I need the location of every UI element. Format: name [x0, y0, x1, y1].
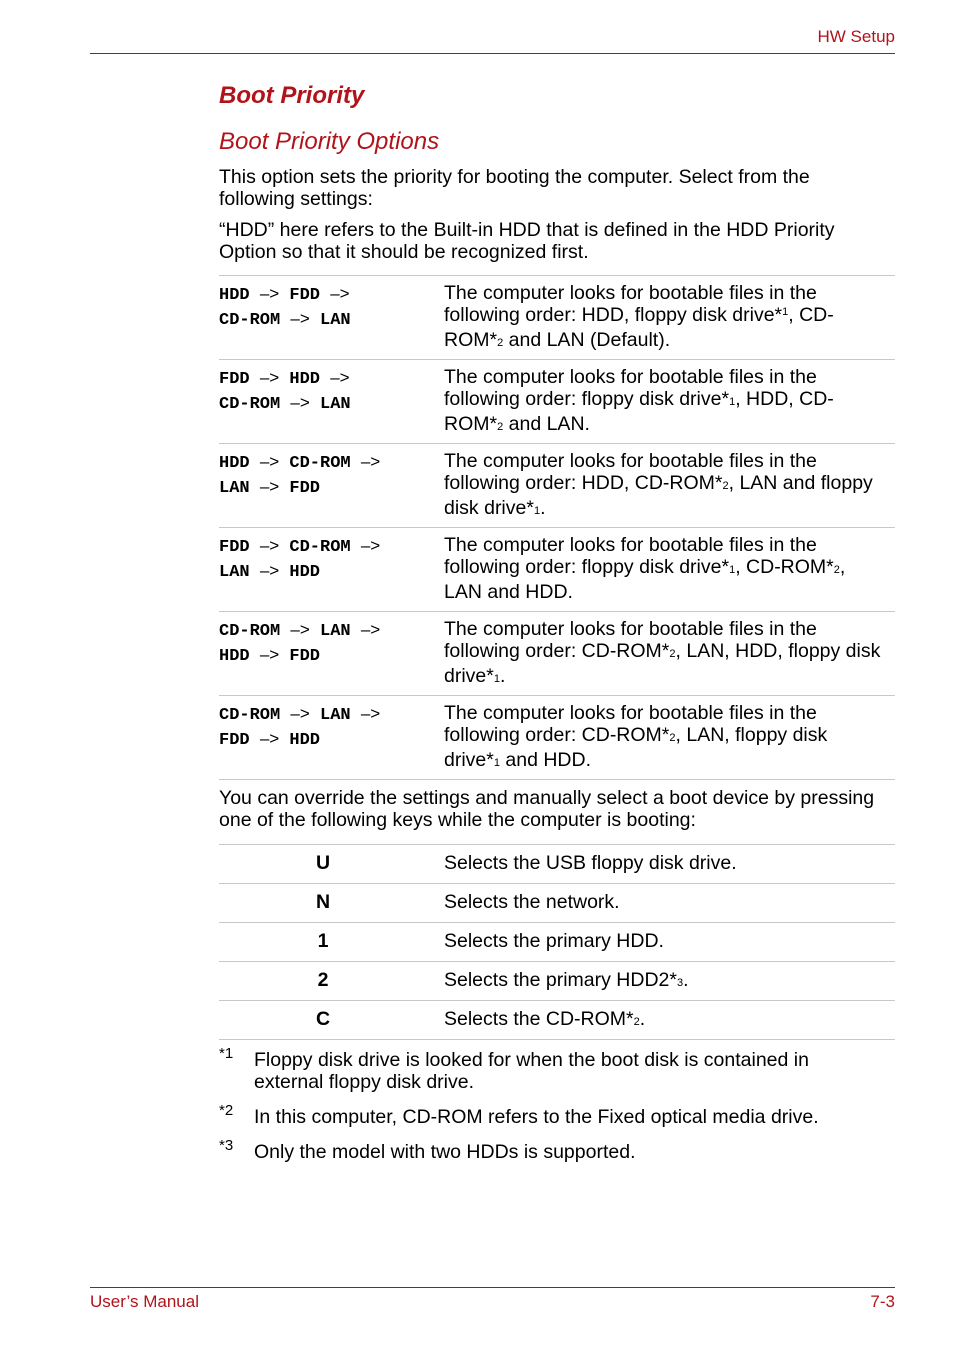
table-row [219, 360, 895, 444]
footnote-ref: 1 [533, 505, 541, 517]
boot-order-description: The computer looks for bootable files in the following order: CD-ROM*2, LAN, HDD, floppy disk drive*1. [444, 618, 881, 687]
table-row [219, 275, 895, 360]
page-heading: Boot Priority [219, 82, 365, 109]
boot-order-cell [219, 702, 434, 752]
device-name: CD-ROM [289, 538, 351, 557]
footer-manual-title: User’s Manual [90, 1292, 199, 1311]
footnote-ref: 2 [833, 564, 840, 576]
boot-priority-table [219, 275, 895, 780]
arrow-icon: –> [259, 477, 280, 496]
footnote-text: Only the model with two HDDs is supported. [254, 1141, 636, 1163]
boot-order-description: The computer looks for bootable files in the following order: HDD, floppy disk drive*$^1$, CD-ROM*2 and LAN (Default). [444, 282, 834, 351]
device-name: CD-ROM [219, 395, 281, 414]
boot-key-description: Selects the USB floppy disk drive. [444, 852, 737, 874]
device-name: HDD [219, 454, 250, 473]
arrow-icon: –> [290, 393, 310, 412]
arrow-icon: –> [360, 620, 381, 639]
footnote-text: In this computer, CD-ROM refers to the Fixed optical media drive. [254, 1106, 819, 1128]
table-row [219, 696, 895, 780]
boot-key-description: Selects the CD-ROM*2. [444, 1008, 646, 1030]
table-row [219, 844, 895, 884]
boot-order-description: The computer looks for bootable files in the following order: floppy disk drive*1, CD-ROM*2, LAN and HDD. [444, 534, 846, 603]
footnote-ref: 2 [633, 1016, 640, 1028]
footer-page-number: 7-3 [870, 1292, 895, 1311]
footnote-ref: 1 [729, 396, 736, 408]
table-row [219, 528, 895, 612]
boot-key-table [219, 844, 895, 1040]
footnote-ref: 2 [497, 421, 504, 433]
boot-key-description: Selects the network. [444, 891, 620, 913]
intro-paragraph-1: This option sets the priority for booting the computer. Select from the following settings: [219, 166, 810, 210]
table-row [219, 962, 895, 1001]
page-subheading: Boot Priority Options [219, 128, 440, 155]
boot-key: N [315, 891, 331, 913]
header-section-title: HW Setup [817, 27, 895, 46]
table-row [219, 923, 895, 962]
arrow-icon: –> [259, 284, 280, 303]
boot-order-cell [219, 366, 434, 416]
device-name: LAN [219, 479, 250, 498]
arrow-icon: –> [290, 620, 310, 639]
device-name: CD-ROM [219, 622, 281, 641]
device-name: FDD [219, 370, 250, 389]
footnote-ref: 1 [493, 673, 500, 685]
boot-order-cell [219, 534, 434, 584]
footnote-ref: 3 [677, 977, 684, 989]
device-name: FDD [219, 731, 250, 750]
footnote-ref: 2 [497, 337, 504, 349]
arrow-icon: –> [290, 704, 310, 723]
boot-order-cell [219, 282, 434, 332]
device-name: HDD [289, 731, 321, 750]
footnote-ref: 1 [729, 564, 736, 576]
header-rule [90, 53, 895, 54]
device-name: HDD [219, 647, 250, 666]
boot-order-cell [219, 618, 434, 668]
device-name: CD-ROM [219, 311, 281, 330]
device-name: LAN [320, 622, 351, 641]
arrow-icon: –> [290, 309, 310, 328]
device-name: CD-ROM [219, 706, 281, 725]
boot-key-description: Selects the primary HDD2*3. [444, 969, 689, 991]
boot-key: U [315, 852, 331, 874]
arrow-icon: –> [360, 536, 381, 555]
footer-rule [90, 1287, 895, 1288]
device-name: HDD [289, 370, 321, 389]
device-name: FDD [289, 647, 321, 666]
boot-order-description: The computer looks for bootable files in the following order: floppy disk drive*1, HDD, CD-ROM*2 and LAN. [444, 366, 834, 435]
arrow-icon: –> [259, 645, 280, 664]
arrow-icon: –> [360, 452, 381, 471]
table-row [219, 444, 895, 528]
boot-key: 2 [317, 969, 329, 991]
footnote-text: Floppy disk drive is looked for when the boot disk is contained in external floppy disk drive. [254, 1049, 809, 1093]
device-name: FDD [289, 286, 321, 305]
footnote-mark: *1 [219, 1045, 234, 1062]
arrow-icon: –> [259, 452, 280, 471]
device-name: HDD [289, 563, 321, 582]
boot-order-description: The computer looks for bootable files in the following order: CD-ROM*2, LAN, floppy disk drive*1 and HDD. [444, 702, 828, 771]
boot-order-description: The computer looks for bootable files in the following order: HDD, CD-ROM*2, LAN and floppy disk drive*1. [444, 450, 873, 519]
footnote-ref: 2 [722, 480, 729, 492]
arrow-icon: –> [259, 561, 280, 580]
device-name: LAN [320, 706, 351, 725]
device-name: FDD [219, 538, 250, 557]
device-name: CD-ROM [289, 454, 351, 473]
device-name: HDD [219, 286, 250, 305]
table-row [219, 612, 895, 696]
device-name: LAN [320, 395, 351, 414]
footnote-ref: 2 [669, 648, 676, 660]
boot-key-description: Selects the primary HDD. [444, 930, 664, 952]
arrow-icon: –> [259, 368, 280, 387]
footnote-ref: 2 [669, 732, 676, 744]
arrow-icon: –> [259, 729, 280, 748]
boot-key: C [315, 1008, 331, 1030]
arrow-icon: –> [330, 284, 350, 303]
boot-key: 1 [317, 930, 329, 952]
arrow-icon: –> [330, 368, 350, 387]
device-name: FDD [289, 479, 321, 498]
arrow-icon: –> [360, 704, 381, 723]
arrow-icon: –> [259, 536, 280, 555]
override-paragraph: You can override the settings and manually select a boot device by pressing one of the following keys while the computer is booting: [219, 787, 875, 831]
table-row [219, 884, 895, 923]
boot-order-cell [219, 450, 434, 500]
table-row [219, 1001, 895, 1040]
intro-paragraph-2: “HDD” here refers to the Built-in HDD that is defined in the HDD Priority Option so that it should be recognized first. [219, 219, 835, 263]
footnote-ref: 1 [782, 306, 789, 318]
device-name: LAN [219, 563, 250, 582]
device-name: LAN [320, 311, 351, 330]
footnote-mark: *2 [219, 1102, 234, 1119]
footnote-ref: 1 [493, 757, 500, 769]
footnote-mark: *3 [219, 1137, 234, 1154]
